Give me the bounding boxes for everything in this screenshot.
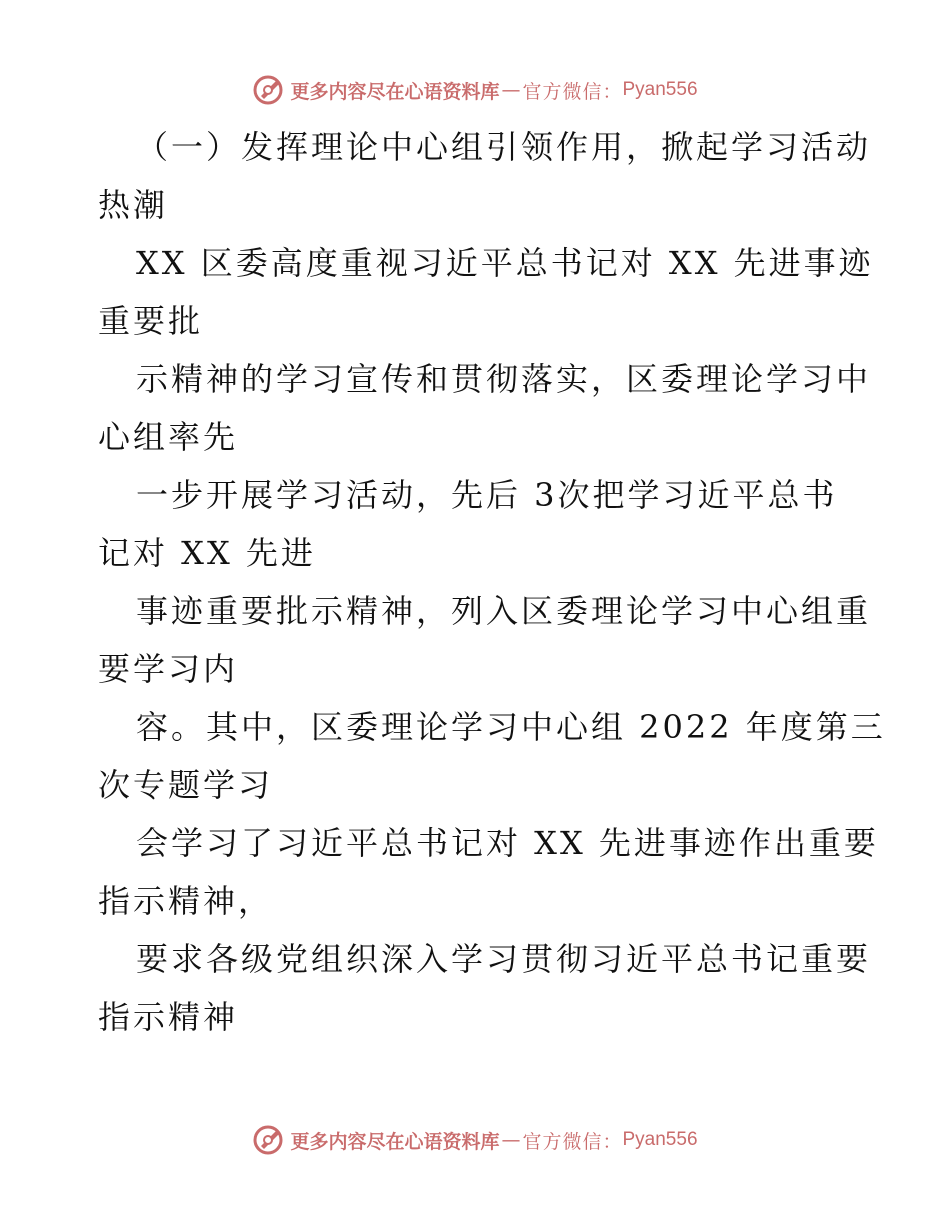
watermark-dash: —	[501, 1129, 521, 1151]
text-line: 热潮	[98, 186, 169, 224]
text-line: 指示精神	[98, 998, 239, 1036]
header-watermark	[0, 70, 950, 110]
document-body	[98, 118, 886, 1046]
text-line: （一）发挥理论中心组引领作用，掀起学习活动	[136, 128, 872, 166]
text-line: 事迹重要批示精神，列入区委理论学习中心组重	[136, 592, 872, 630]
text-line: 重要批	[98, 302, 204, 340]
watermark-dash: —	[501, 79, 521, 101]
text-line: 示精神的学习宣传和贯彻落实，区委理论学习中	[136, 360, 872, 398]
text-line: XX 区委高度重视习近平总书记对 XX 先进事迹	[136, 244, 874, 282]
watermark-handle: Pyan556	[622, 1129, 698, 1150]
text-line: 要求各级党组织深入学习贯彻习近平总书记重要	[136, 940, 872, 978]
text-line: 心组率先	[98, 418, 239, 456]
watermark-handle: Pyan556	[622, 79, 698, 100]
text-line: 次专题学习	[98, 766, 274, 804]
text-line: 要学习内	[98, 650, 239, 688]
text-line: 一步开展学习活动，先后 3次把学习近平总书	[136, 476, 838, 514]
brand-logo-icon	[252, 1123, 286, 1157]
brand-logo-icon	[252, 73, 286, 107]
watermark-wechat-label: 官方微信：	[522, 80, 623, 103]
text-line: 指示精神，	[98, 882, 274, 920]
paragraph	[98, 118, 886, 1046]
text-line: 记对 XX 先进	[98, 534, 316, 572]
text-line: 容。其中，区委理论学习中心组 2022 年度第三	[136, 708, 886, 746]
watermark-brand: 更多内容尽在心语资料库	[290, 1130, 500, 1153]
footer-watermark	[0, 1120, 950, 1160]
watermark-wechat-label: 官方微信：	[522, 1130, 623, 1153]
watermark-brand: 更多内容尽在心语资料库	[290, 80, 500, 103]
text-line: 会学习了习近平总书记对 XX 先进事迹作出重要	[136, 824, 879, 862]
